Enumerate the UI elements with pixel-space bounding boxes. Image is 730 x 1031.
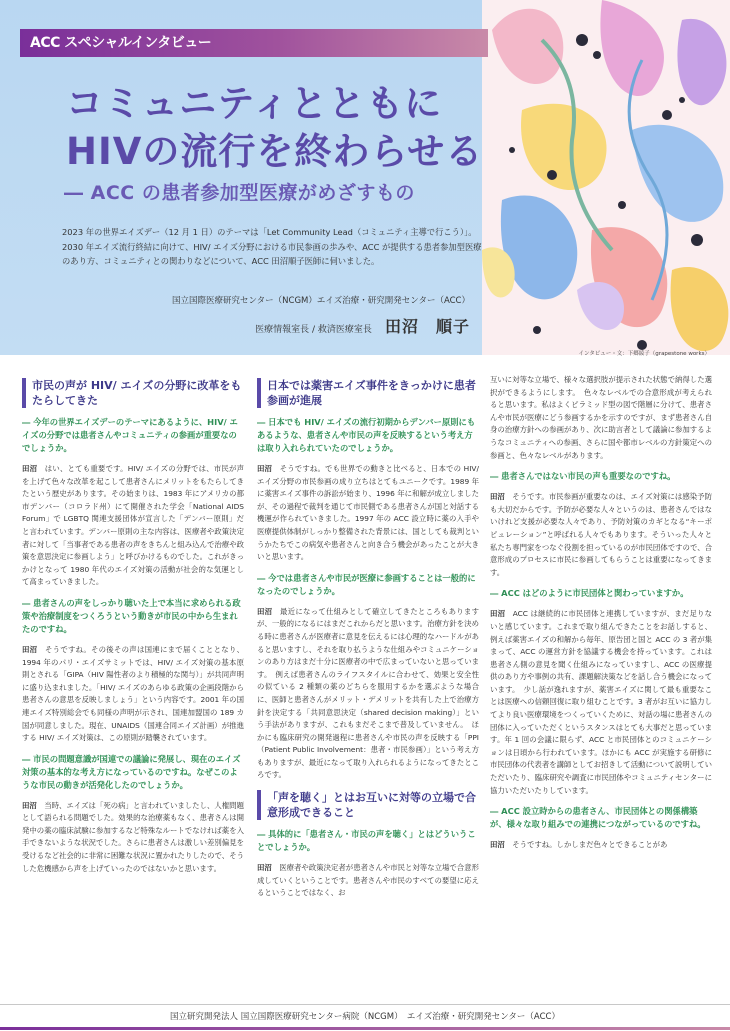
- floral-artwork: [482, 0, 730, 355]
- interview-question: ― 今では患者さんや市民が医療に参画することは一般的になったのでしょうか。: [257, 572, 476, 596]
- interview-question: ― 具体的に「患者さん・市民の声を聴く」とはどういうことでしょうか。: [257, 829, 476, 853]
- interview-answer: [22, 800, 244, 876]
- title-line-1: コミュニティとともに: [66, 82, 443, 125]
- organization-name: 国立国際医療研究センター（NCGM）エイズ治療・研究開発センター（ACC）: [172, 296, 470, 306]
- interview-answer: [22, 463, 244, 589]
- byline: [200, 314, 470, 337]
- speaker-label: 田沼: [22, 800, 37, 810]
- interview-answer: [490, 839, 712, 852]
- speaker-label: 田沼: [490, 840, 505, 850]
- answer-text: そうですね。しかしまだ色々とできることがあ: [512, 840, 668, 850]
- answer-text: はい、とても重要です。HIV/ エイズの分野では、市民が声を上げて色々な改革を起こして患者さんにメリットをもたらしてきたという歴史があります。その始まりは、1983 年にアメリカの都市デンバー（コロラド州）にて開催された学会「National AIDS Forum」で LGBTQ 関連支援団体が宣言した「デンバー原則」だと言われています。デンバー原則の主な内容は、医療者や政策決定者に対して「当事者である患者の声をきちんと組み込んで治療や政策を意思決定に参画しよう」と呼びかけるものでした。これがきっかけとなって 1980 年代のエイズ対策の活動が社会的な気運として高まっていきました。: [22, 464, 244, 587]
- interview-answer: [22, 644, 244, 745]
- column-1: [22, 374, 244, 883]
- section-heading: 「声を聴く」とはお互いに対等の立場で合意形成できること: [257, 790, 479, 820]
- interview-answer: [490, 491, 712, 579]
- answer-text: 当時、エイズは「死の病」と言われていましたし、人権問題として語られる問題でした。効果的な治療薬もなく、患者さんは開発中の薬の臨床試験に参加するなど特殊なルートでなければ薬を入手できないような状況でした。さらに患者さんは激しい差別偏見を受けるなど社会的に非常に困難な状況に置かれたりしたので、そうした危機感から声を上げていったのではないかと思います。: [22, 800, 244, 873]
- interview-question: ― ACC 設立時からの患者さん、市民団体との関係構築が、様々な取り組みでの連携につながっているのですね。: [490, 806, 706, 830]
- answer-text: 最近になって仕組みとして確立してきたところもありますが、一般的になるにはまだこれからだと思います。治療方針を決める時に患者さんが医療者に意見を伝えるには心理的なハードルがあると思いますし、それを取り払うような仕組みやコミュニケーションのあり方はまだ十分に医療者の中で広まっていないと思っています。 例えば患者さんのライフスタイルに合わせて、効果と安全性の似ている 2 種類の薬のどちらを服用するかを選ぶような場合に、医師と患者さんがメリット・デメリットを共有した上で治療方針を決定する「共同意思決定（shared decision making）」という手法がありますが、これもまだそこまで普及していません。 ほかにも臨床研究の開発過程に患者さんや市民の声を反映する「PPI（Patient Public Involvement：患者・市民参画）」という考え方もありますが、最近になって取り入れられるようになってきたところです。: [257, 606, 479, 780]
- answer-text: 医療者や政策決定者が患者さんや市民と対等な立場で合意形成していくということです。患者さんや市民のすべての要望に応えるということではなく、お: [257, 863, 479, 898]
- speaker-label: 田沼: [257, 464, 273, 473]
- speaker-label: 田沼: [22, 644, 38, 654]
- interview-answer-continued: 互いに対等な立場で、様々な選択肢が提示された状態で納得した選択ができるようにします。 色々なレベルでの合意形成が考えられると思います。私はよくピラミッド型の図で階層に分けて、患者さんや市民が医療にどう参画するかを示すのですが、まず患者さん自身の治療方針への参画があり、次に助言者として議論に参加するようなコミュニティへの参画、さらに国や都市レベルの方針策定への参画と、色々なレベルがあります。: [490, 375, 712, 460]
- answer-text: そうですね。でも世界での動きと比べると、日本での HIV/ エイズ分野の市民参画の成り立ちはとてもユニークです。1989 年に薬害エイズ事件の訴訟が始まり、1996 年に和解が成立しましたが、その過程で裁判を通じて市民側である患者さんが国と対話する機運が作られていきました。1997 年の ACC 設立時に薬の入手や医療提供体制がしっかり整備された背景には、国としても裁判というかたちでこの病気や患者さんと向き合う機会があったことが大きいと思います。: [257, 464, 479, 562]
- column-2: [257, 374, 479, 908]
- section-heading: 市民の声が HIV/ エイズの分野に改革をもたらしてきた: [22, 378, 244, 408]
- interview-question: ― 患者さんではない市民の声も重要なのですね。: [490, 471, 676, 482]
- interview-question: ― 今年の世界エイズデーのテーマにあるように、HIV/ エイズの分野では患者さんやコミュニティの参画が重要なのでしょうか。: [22, 417, 238, 453]
- lead-paragraph: 2023 年の世界エイズデー（12 月 1 日）のテーマは「Let Community Lead（コミュニティ主導で行こう）」。2030 年エイズ流行終結に向けて、HIV/ エイズ分野における市民参画の歩みや、ACC が提供する患者参加型医療のあり方、コミュニティとの関わりなどについて、ACC 田沼順子医師に伺いました。: [62, 227, 482, 266]
- interview-answer: [257, 862, 479, 900]
- speaker-label: 田沼: [22, 464, 38, 473]
- interview-question: ― 市民の問題意識が国連での議論に発展し、現在のエイズ対策の基本的な考え方になっているのですね。なぜこのような市民の動きが活発化したのでしょうか。: [22, 753, 241, 790]
- page-subtitle: ― ACC の患者参加型医療がめざすもの: [64, 182, 415, 204]
- title-line-2: HIVの流行を終わらせる: [66, 130, 484, 173]
- speaker-label: 田沼: [257, 863, 272, 873]
- interview-question: ― ACC はどのように市民団体と関わっていますか。: [490, 588, 689, 599]
- speaker-label: 田沼: [490, 609, 506, 619]
- page-title: [66, 80, 483, 176]
- answer-text: そうですね。その後その声は国連にまで届くこととなり、1994 年のパリ・エイズサミットでは、HIV/ エイズ対策の基本原則とされる「GIPA（HIV 陽性者のより積極的な関与）」が共同声明に盛り込まれました。「HIV/ エイズのあらゆる政策の企画段階から患者さんの意思を反映しましょう」という内容です。2001 年の国連エイズ特別総会でも同様の声明が示され、国連加盟国の 189 カ国が同意しました。現在、UNAIDS（国連合同エイズ計画）が推進する HIV/ エイズ対策は、この原則が踏襲されています。: [22, 644, 244, 743]
- interview-answer: [257, 606, 479, 782]
- interview-question: ― 患者さんの声をしっかり聴いた上で本当に求められる政策や治療制度をつくろうという動きが市民の中から生まれたのですね。: [22, 597, 241, 634]
- hero-header: [0, 0, 730, 355]
- interview-answer: [257, 463, 479, 564]
- interviewee-role: 医療情報室長 / 救済医療室長: [255, 325, 372, 335]
- answer-text: ACC は継続的に市民団体と連携していますが、まだ足りないと感じています。これまで取り組んできたことをお話しすると、例えば薬害エイズの和解から毎年、原告団と国と ACC の 3 者が集まって、ACC の運営方針を協議する機会を持っています。これは患者さん側の意見を聞く仕組みになっていますし、ACC の医療提供のあり方や事例の共有、課題解決策などを話し合う機会になっています。 少し話が逸れますが、薬害エイズに関して最も重要なことは医療への信頼回復に取り組むことです。3 者がお互いに協力してより良い医療環境をつくっていくために、対話の場に患者さんの団体に入っていただくというスタンスはとても大事だと思っています。年 1 回の会議に限らず、ACC と市民団体とのコミュニケーションは日頃から行われています。ほかにも ACC が実施する研修に市民団体の代表者を講師としてお招きして活動について説明していただいたり、臨床研究や調査に市民団体やコミュニティセンターに協力いただいたりしています。: [490, 609, 712, 795]
- page-footer: 国立研究開発法人 国立国際医療研究センター病院（NCGM） エイズ治療・研究開発センター（ACC）: [0, 1004, 730, 1031]
- interview-banner: ACC スペシャルインタビュー: [20, 29, 488, 57]
- answer-text: そうです。市民参画が重要なのは、エイズ対策には感染予防も大切だからです。予防が必要な人々というのは、患者さんではないけれど支援が必要な人々であり、予防対策のカギとなる“キーポピュレーション”と呼ばれる人々でもあります。そういった人々と私たち専門家をつなぐ役割を担っているのが市民団体ですので、合意形成のプロセスに市民に参画してもらうことは重要になってきます。: [490, 492, 712, 577]
- interviewee-name: 田沼 順子: [384, 317, 470, 336]
- column-3: [490, 374, 712, 860]
- interview-credit: インタビュー・文：下郷綾子（grapestone works）: [578, 351, 710, 357]
- interview-answer: [490, 608, 712, 797]
- speaker-label: 田沼: [490, 492, 505, 502]
- speaker-label: 田沼: [257, 606, 273, 616]
- interview-question: ― 日本でも HIV/ エイズの流行初期からデンバー原則にもあるような、患者さんや市民の声を反映するという考え方は取り入れられていたのでしょうか。: [257, 417, 476, 453]
- section-heading: 日本では薬害エイズ事件をきっかけに患者参画が進展: [257, 378, 479, 408]
